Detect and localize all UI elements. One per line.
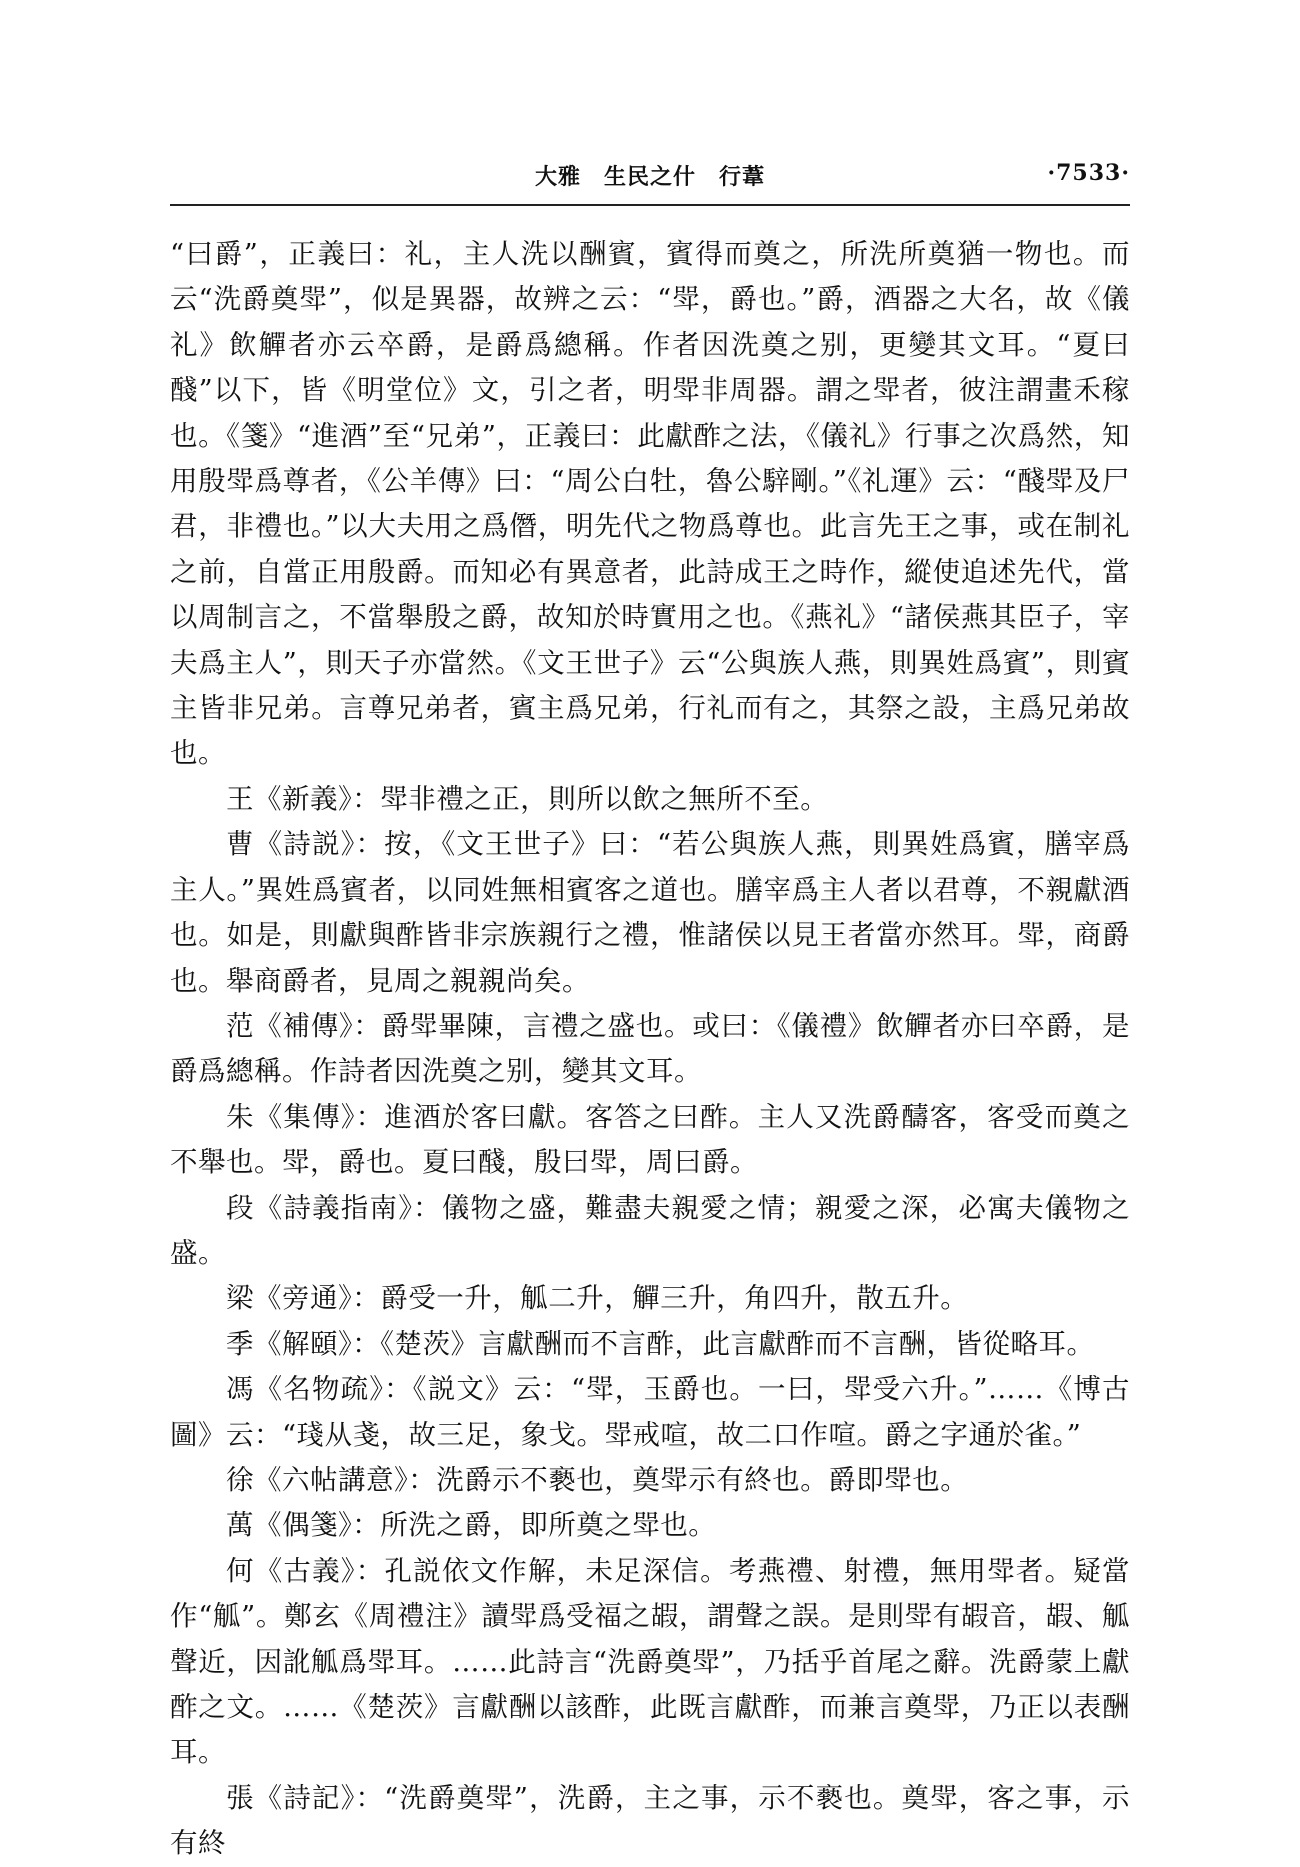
paragraph-duan-shiyi-zhinan: 段《詩義指南》：儀物之盛，難盡夫親愛之情；親愛之深，必寓夫儀物之盛。 — [170, 1191, 1130, 1269]
paragraph-he-guyi: 何《古義》：孔説依文作解，未足深信。考燕禮、射禮，無用斝者。疑當作“觚”。鄭玄《周禮注》讀斝爲受福之嘏，謂聲之誤。是則斝有嘏音，嘏、觚聲近，因訛觚爲斝耳。……此詩言“洗爵奠斝”，乃括乎首尾之辭。洗爵蒙上獻酢之文。……《楚茨》言獻酬以該酢，此既言獻酢，而兼言奠斝，乃正以表酬耳。 — [170, 1554, 1130, 1769]
paragraph-xu-liutie-jiangyi: 徐《六帖講意》：洗爵示不褻也，奠斝示有終也。爵即斝也。 — [226, 1463, 969, 1496]
paragraph-zhang-shiji: 張《詩記》：“洗爵奠斝”，洗爵，主之事，示不褻也。奠斝，客之事，示有終 — [170, 1781, 1130, 1860]
paragraph-feng-mingwushu: 馮《名物疏》：《説文》云：“斝，玉爵也。一曰，斝受六升。”……《博古圖》云：“琖从戔，故三足，象戈。斝戒喧，故二口作喧。爵之字通於雀。” — [170, 1373, 1130, 1451]
paragraph-wan-oujian: 萬《偶箋》：所洗之爵，即所奠之斝也。 — [226, 1509, 717, 1542]
page-number: ·7533· — [1047, 160, 1130, 186]
paragraph-ji-jieyi: 季《解頤》：《楚茨》言獻酬而不言酢，此言獻酢而不言酬，皆從略耳。 — [226, 1327, 1095, 1360]
running-title: 大雅 生民之什 行葦 — [534, 164, 765, 190]
paragraph-zhu-jizhuan: 朱《集傳》：進酒於客曰獻。客答之曰酢。主人又洗爵醻客，客受而奠之不舉也。斝，爵也。夏曰醆，殷曰斝，周曰爵。 — [170, 1100, 1130, 1179]
header-rule — [170, 204, 1130, 206]
paragraph-fan-buzhuan: 范《補傳》：爵斝畢陳，言禮之盛也。或曰：《儀禮》飲觶者亦曰卒爵，是爵爲總稱。作詩者因洗奠之别，變其文耳。 — [170, 1009, 1130, 1088]
paragraph-liang-pangtong: 梁《旁通》：爵受一升，觚二升，觶三升，角四升，散五升。 — [226, 1282, 969, 1315]
paragraph-zhengyi: “曰爵”，正義曰：礼，主人洗以酬賓，賓得而奠之，所洗所奠猶一物也。而云“洗爵奠斝”，似是異器，故辨之云：“斝，爵也。”爵，酒器之大名，故《儀礼》飲觶者亦云卒爵，是爵爲總稱。作者因洗奠之别，更變其文耳。“夏曰醆”以下，皆《明堂位》文，引之者，明斝非周器。謂之斝者，彼注謂畫禾稼也。《箋》“進酒”至“兄弟”，正義曰：此獻酢之法，《儀礼》行事之次爲然，知用殷斝爲尊者，《公羊傳》曰：“周公白牡，魯公騂剛。”《礼運》云：“醆斝及尸君，非禮也。”以大夫用之爲僭，明先代之物爲尊也。此言先王之事，或在制礼之前，自當正用殷爵。而知必有異意者，此詩成王之時作，縱使追述先代，當以周制言之，不當舉殷之爵，故知於時實用之也。《燕礼》“諸侯燕其臣子，宰夫爲主人”，則天子亦當然。《文王世子》云“公與族人燕，則異姓爲賓”，則賓主皆非兄弟。言尊兄弟者，賓主爲兄弟，行礼而有之，其祭之設，主爲兄弟故也。 — [170, 238, 1130, 770]
body-text — [170, 232, 1130, 1867]
paragraph-cao-shishuo: 曹《詩説》：按，《文王世子》曰：“若公與族人燕，則異姓爲賓，膳宰爲主人。”異姓爲賓者，以同姓無相賓客之道也。膳宰爲主人者以君尊，不親獻酒也。如是，則獻與酢皆非宗族親行之禮，惟諸侯以見王者當亦然耳。斝，商爵也。舉商爵者，見周之親親尚矣。 — [170, 828, 1130, 997]
paragraph-wang-xinyi: 王《新義》：斝非禮之正，則所以飲之無所不至。 — [226, 782, 829, 815]
running-head — [170, 160, 1130, 194]
